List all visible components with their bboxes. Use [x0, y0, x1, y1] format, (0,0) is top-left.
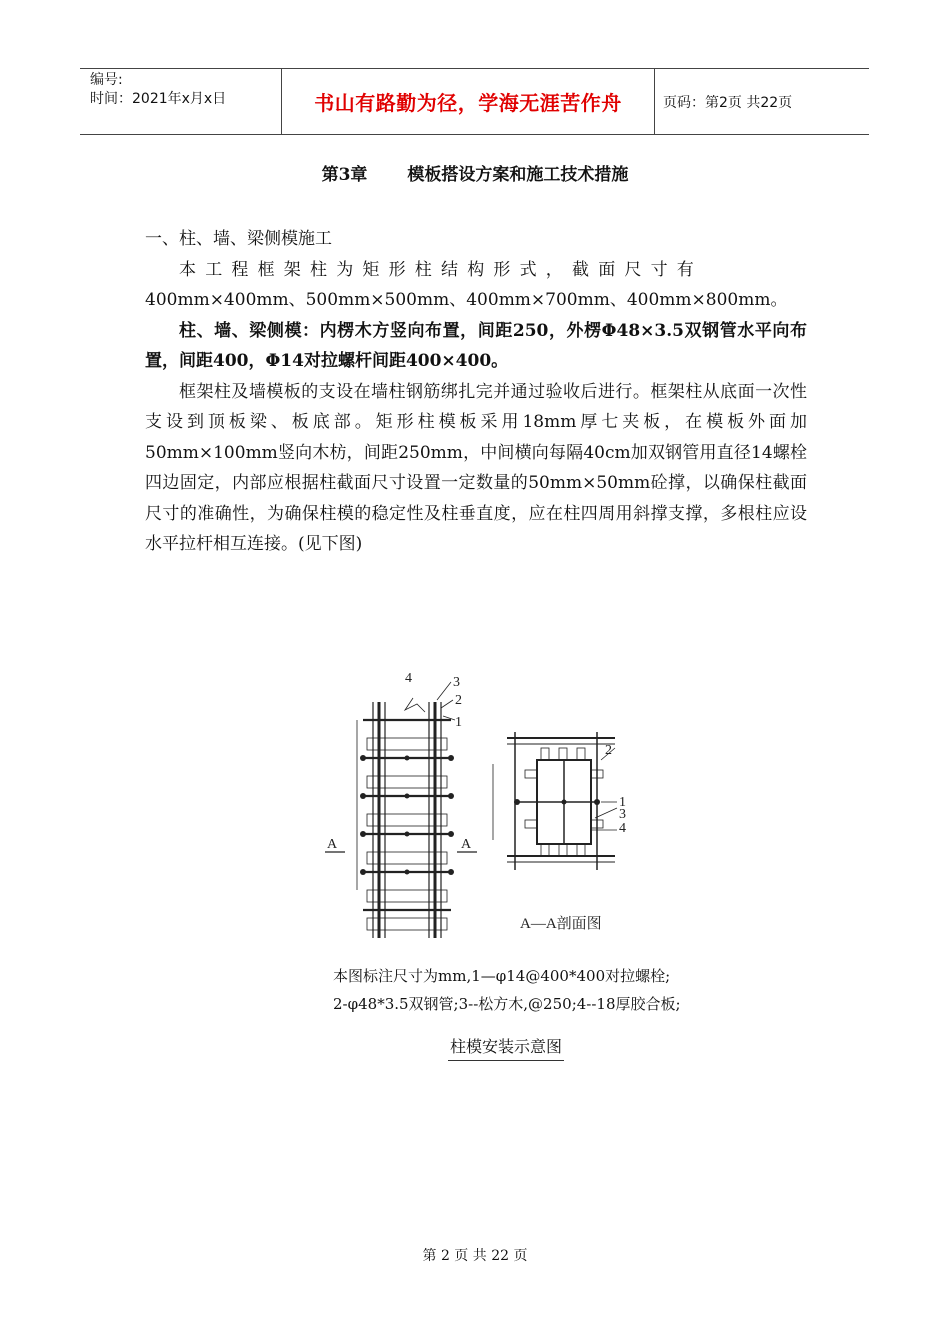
- plan-label-1: 1: [619, 795, 626, 810]
- figure-note: [333, 962, 733, 1018]
- section-view: [493, 732, 617, 870]
- chapter-number: 第3章: [321, 165, 368, 185]
- header-motto: 书山有路勤为径，学海无涯苦作舟: [314, 91, 622, 115]
- paragraph-1-line-1: 本工程框架柱为矩形柱结构形式，截面尺寸有: [179, 259, 703, 280]
- section-mark-right: A: [461, 837, 472, 852]
- section-caption: A—A剖面图: [520, 916, 602, 932]
- chapter-name: 模板搭设方案和施工技术措施: [407, 165, 629, 185]
- header-page-cell: [655, 69, 869, 134]
- elev-label-1: 1: [455, 715, 462, 730]
- elev-label-3: 3: [453, 675, 460, 690]
- plan-label-2: 2: [605, 743, 612, 758]
- page-header: [80, 68, 869, 135]
- header-meta: [80, 69, 281, 134]
- doc-time-label: 时间：2021年x月x日: [90, 91, 227, 107]
- chapter-title: [0, 160, 950, 185]
- header-motto-cell: [281, 69, 655, 134]
- elev-label-4: 4: [405, 671, 412, 686]
- column-formwork-figure: [305, 660, 645, 940]
- figure-title: 柱模安装示意图: [448, 1034, 564, 1061]
- paragraph-2: 柱、墙、梁侧模：内楞木方竖向布置，间距250，外楞Φ48×3.5双钢管水平向布置，间距400，Φ14对拉螺杆间距400×400。: [145, 320, 807, 371]
- figure-note-line-1: 本图标注尺寸为mm,1—φ14@400*400对拉螺栓;: [333, 967, 671, 985]
- header-page-label: 页码：第2页 共22页: [663, 94, 793, 111]
- doc-number-label: 编号:: [90, 72, 123, 88]
- elev-label-2: 2: [455, 693, 462, 708]
- plan-label-4: 4: [619, 821, 626, 836]
- section-heading: 一、柱、墙、梁侧模施工: [145, 229, 332, 249]
- paragraph-3: 框架柱及墙模板的支设在墙柱钢筋绑扎完并通过验收后进行。框架柱从底面一次性支设到顶板梁、板底部。矩形柱模板采用18mm厚七夹板，在模板外面加50mm×100mm竖向木枋，间距250mm，中间横向每隔40cm加双钢管用直径14螺栓四边固定，内部应根据柱截面尺寸设置一定数量的50mm×50mm砼撑，以确保柱截面尺寸的准确性，为确保柱模的稳定性及柱垂直度，应在柱四周用斜撑支撑，多根柱应设水平拉杆相互连接。(见下图): [145, 381, 807, 554]
- body-text: [145, 224, 807, 560]
- section-mark-left: A: [327, 837, 338, 852]
- page-footer: 第 2 页 共 22 页: [422, 1248, 528, 1264]
- figure-note-line-2: 2-φ48*3.5双钢管;3--松方木,@250;4--18厚胶合板;: [333, 995, 681, 1013]
- paragraph-1-line-2: 400mm×400mm、500mm×500mm、400mm×700mm、400mm×800mm。: [145, 290, 788, 310]
- plan-label-3b: 3: [619, 807, 626, 822]
